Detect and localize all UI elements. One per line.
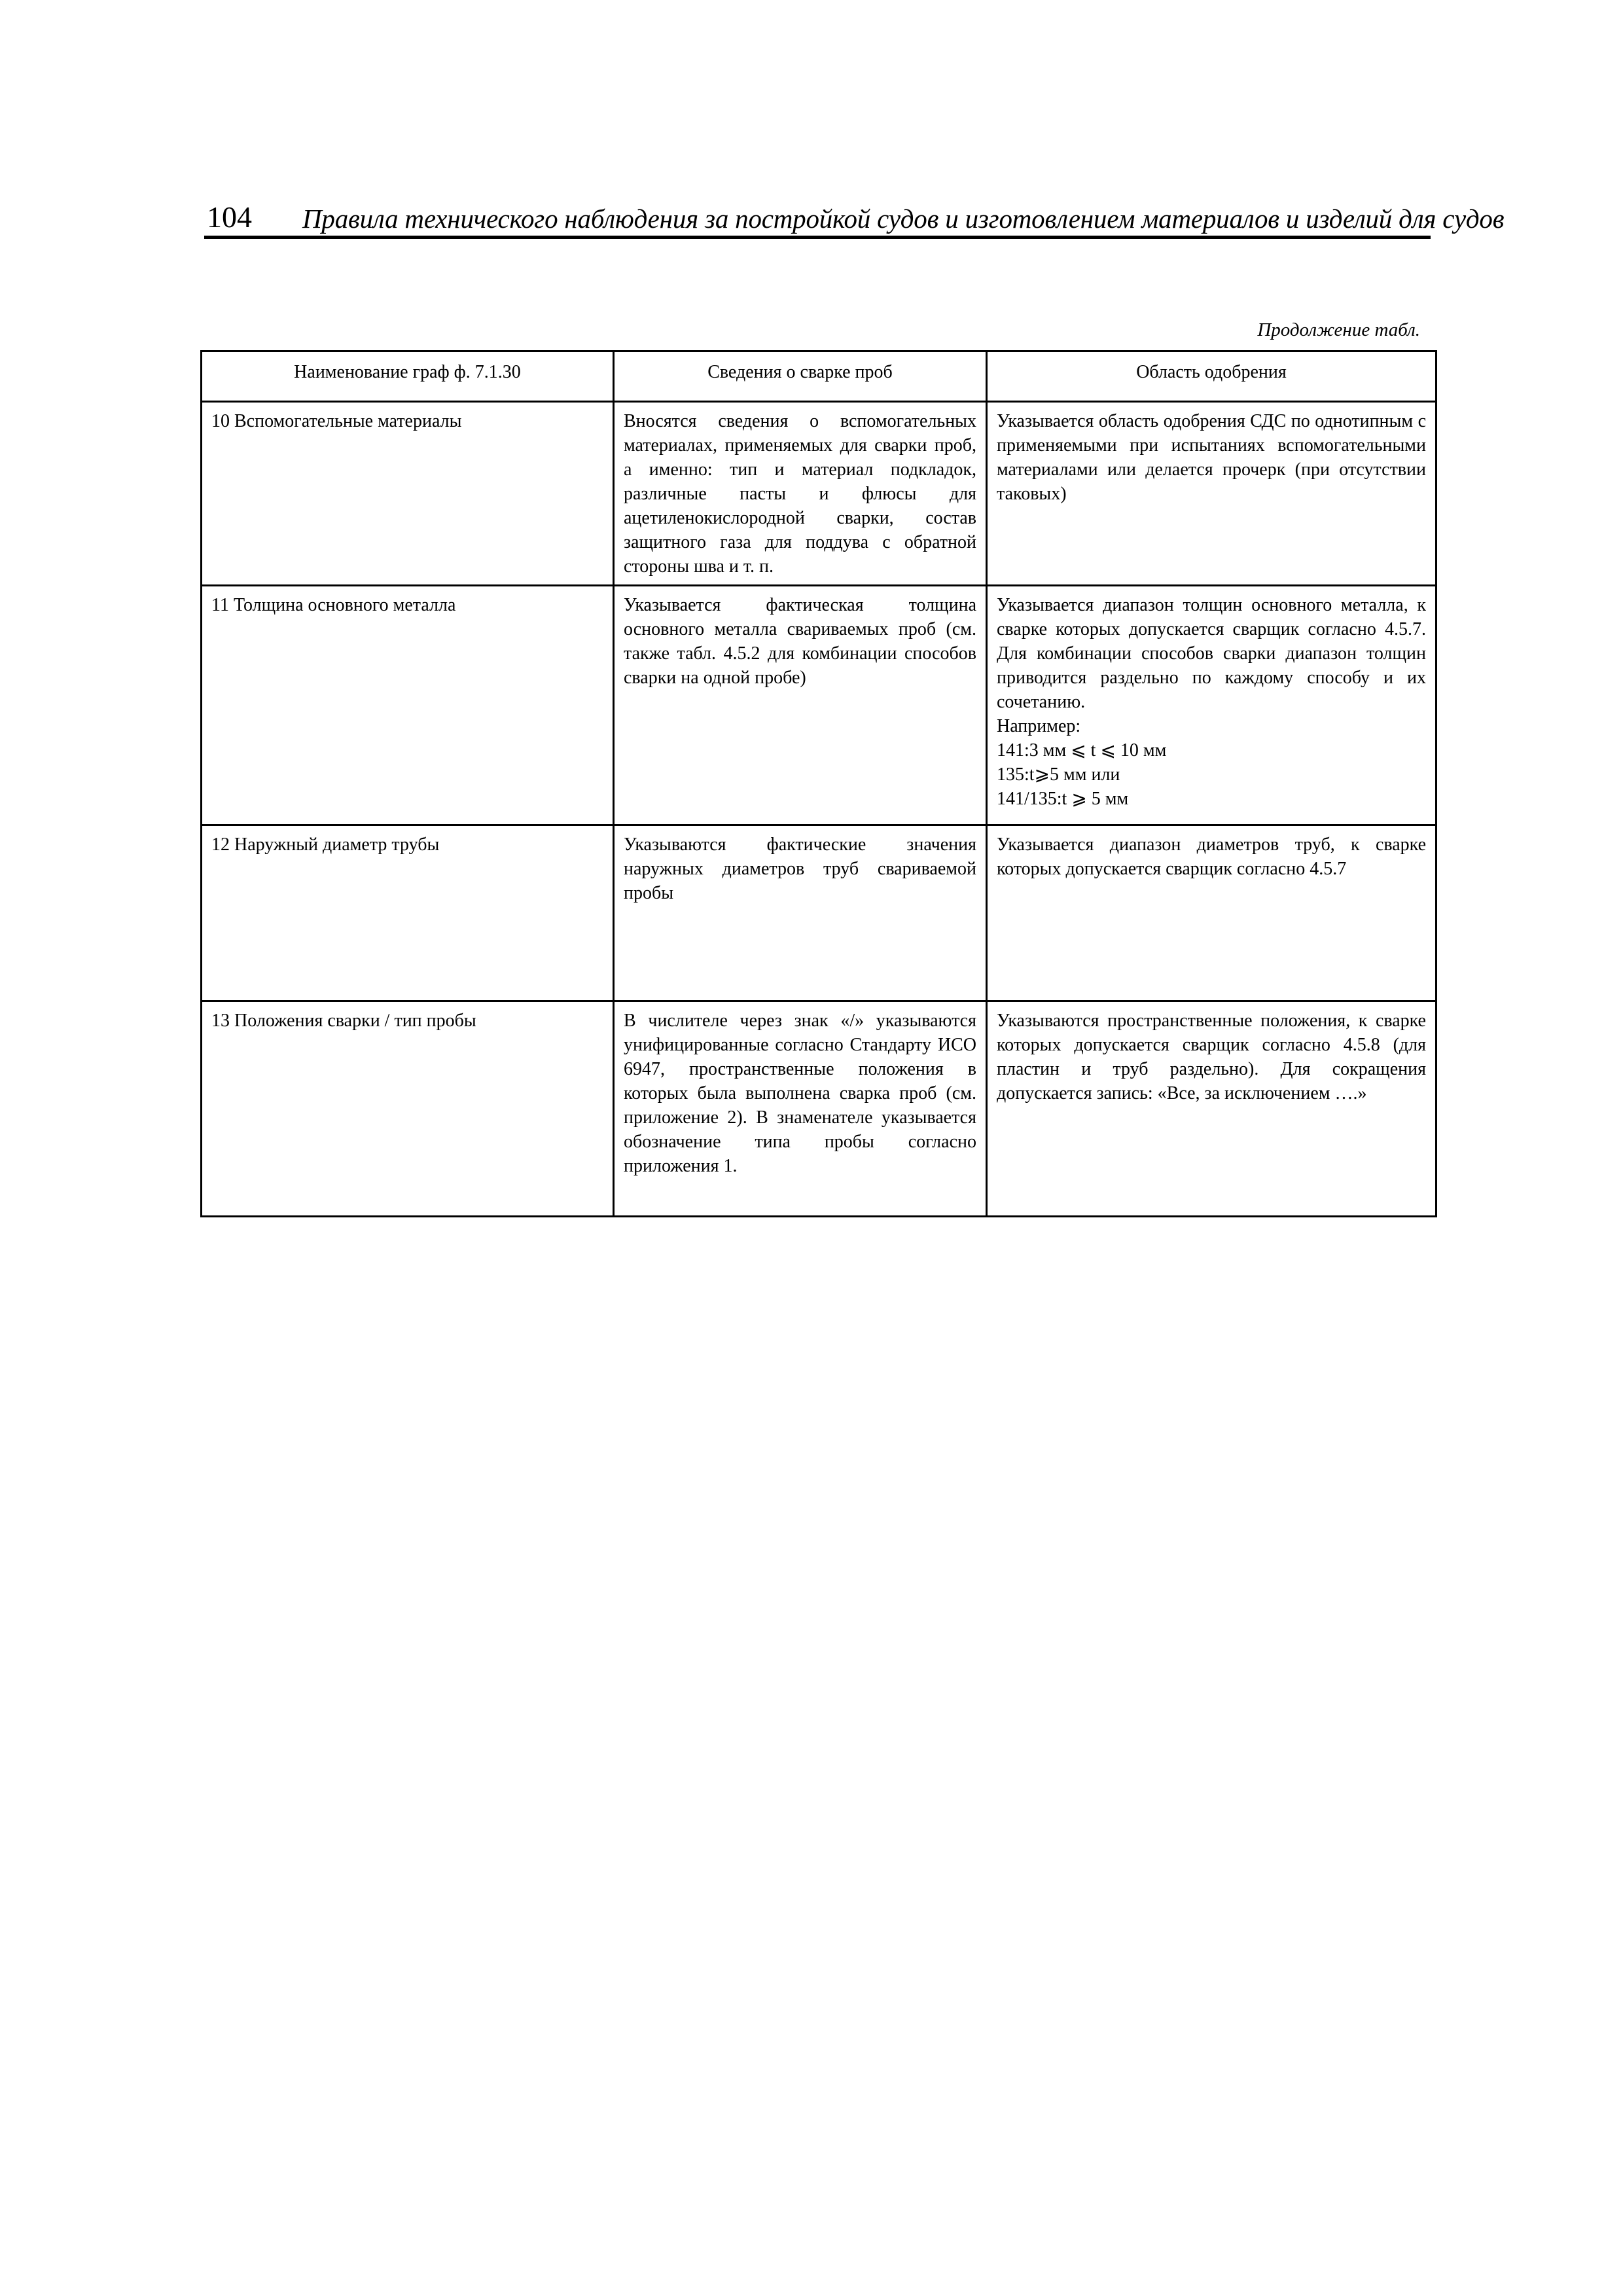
table-header-row bbox=[202, 351, 1436, 402]
page-number: 104 bbox=[207, 200, 252, 234]
table-row bbox=[202, 586, 1436, 825]
row-info-cell: Указываются фактические значения наружных диаметров труб свариваемой пробы bbox=[614, 825, 987, 1001]
specification-table bbox=[200, 350, 1437, 1217]
table-row bbox=[202, 402, 1436, 586]
column-header-info: Сведения о сварке проб bbox=[614, 351, 987, 402]
row-name-cell: 12 Наружный диаметр трубы bbox=[202, 825, 614, 1001]
example-label: Например: bbox=[997, 716, 1081, 736]
column-header-name: Наименование граф ф. 7.1.30 bbox=[202, 351, 614, 402]
example-line: 141:3 мм ⩽ t ⩽ 10 мм bbox=[997, 740, 1167, 761]
table-row bbox=[202, 1001, 1436, 1217]
row-approval-cell: Указывается область одобрения СДС по однотипным с применяемыми при испытаниях вспомогательными материалами или делается прочерк (при отсутствии таковых) bbox=[987, 402, 1436, 586]
column-header-approval: Область одобрения bbox=[987, 351, 1436, 402]
row-info-cell: В числителе через знак «/» указываются унифицированные согласно Стандарту ИСО 6947, пространственные положения в которых была выполнена сварка проб (см. приложение 2). В знаменателе указывается обозначение типа пробы согласно приложения 1. bbox=[614, 1001, 987, 1217]
header-rule bbox=[204, 236, 1431, 239]
row-approval-cell bbox=[987, 586, 1436, 825]
example-line: 135:t⩾5 мм или bbox=[997, 764, 1120, 785]
row-approval-cell: Указываются пространственные положения, к сварке которых допускается сварщик согласно 4.5.8 (для пластин и труб раздельно). Для сокращения допускается запись: «Все, за исключением ….» bbox=[987, 1001, 1436, 1217]
example-line: 141/135:t ⩾ 5 мм bbox=[997, 789, 1129, 809]
page-header bbox=[204, 198, 1505, 237]
row-name-cell: 13 Положения сварки / тип пробы bbox=[202, 1001, 614, 1217]
row-approval-cell: Указывается диапазон диаметров труб, к сварке которых допускается сварщик согласно 4.5.7 bbox=[987, 825, 1436, 1001]
approval-text: Указывается диапазон толщин основного металла, к сварке которых допускается сварщик согласно 4.5.7. Для комбинации способов сварки диапазон толщин приводится раздельно по каждому способу и их сочетанию. bbox=[997, 595, 1426, 712]
table-row bbox=[202, 825, 1436, 1001]
row-info-cell: Вносятся сведения о вспомогательных материалах, применяемых для сварки проб, а именно: тип и материал подкладок, различные пасты и флюсы для ацетиленокислородной сварки, состав защитного газа для поддува с обратной стороны шва и т. п. bbox=[614, 402, 987, 586]
row-name-cell: 10 Вспомогательные материалы bbox=[202, 402, 614, 586]
table-continuation-caption: Продолжение табл. bbox=[1257, 319, 1420, 340]
row-info-cell: Указывается фактическая толщина основного металла свариваемых проб (см. также табл. 4.5.2 для комбинации способов сварки на одной пробе) bbox=[614, 586, 987, 825]
row-name-cell: 11 Толщина основного металла bbox=[202, 586, 614, 825]
running-title: Правила технического наблюдения за постройкой судов и изготовлением материалов и изделий для судов bbox=[302, 204, 1505, 234]
